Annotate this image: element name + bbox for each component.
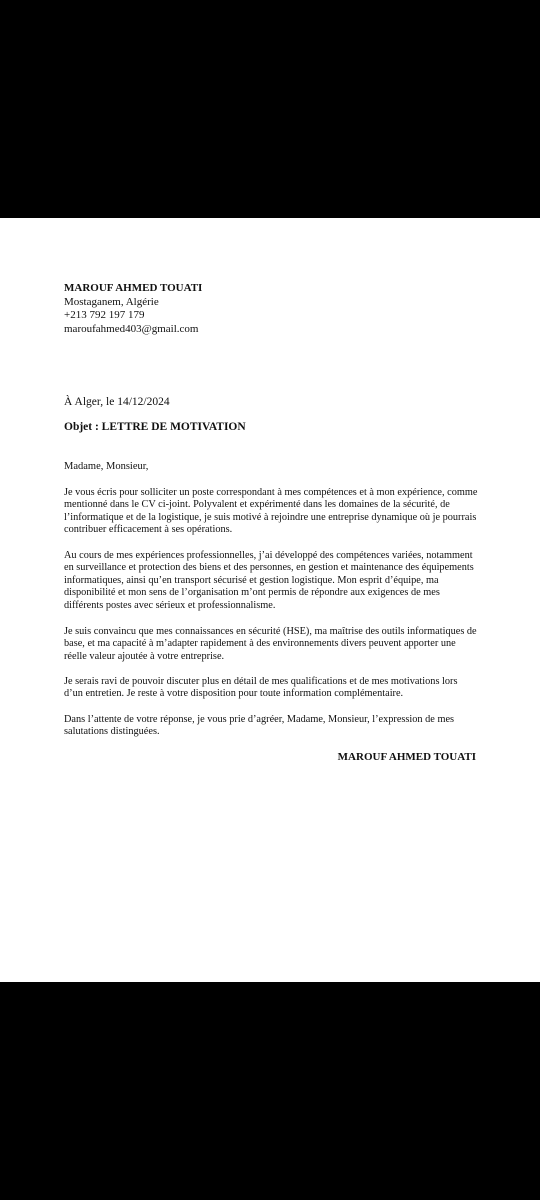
paragraph-experience: Au cours de mes expériences professionnelles, j’ai développé des compétences variées, notamment en surveillance et protection des biens et des personnes, en gestion et maintenance des équipements informatiques, ainsi qu’en transport sécurisé et gestion logistique. Mon esprit d’équipe, ma disponibilité et mon sens de l’organisation m’ont permis de répondre aux exigences de mes différents postes avec sérieux et professionnalisme. [64, 550, 474, 611]
sender-phone: +213 792 197 179 [64, 309, 145, 321]
sender-email: maroufahmed403@gmail.com [64, 322, 199, 335]
sender-name: MAROUF AHMED TOUATI [64, 282, 203, 294]
letter-subject: Objet : LETTRE DE MOTIVATION [64, 421, 246, 433]
paragraph-introduction: Je vous écris pour solliciter un poste correspondant à mes compétences et à mon expérience, comme mentionné dans le CV ci-joint. Polyvalent et expérimenté dans les domaines de la sécurité, de l’informatique et de la logistique, je suis motivé à rejoindre une entreprise dynamique où je pourrais contribuer efficacement à ses opérations. [64, 487, 478, 536]
paragraph-closing: Dans l’attente de votre réponse, je vous prie d’agréer, Madame, Monsieur, l’expression de mes salutations distinguées. [64, 714, 455, 738]
paragraph-interview: Je serais ravi de pouvoir discuter plus en détail de mes qualifications et de mes motivations lors d’un entretien. Je reste à votre disposition pour toute information complémentaire. [64, 676, 458, 700]
salutation: Madame, Monsieur, [64, 461, 149, 472]
signature: MAROUF AHMED TOUATI [337, 751, 476, 763]
sender-block [64, 282, 202, 336]
letter-page [0, 218, 540, 982]
paragraph-skills: Je suis convaincu que mes connaissances en sécurité (HSE), ma maîtrise des outils informatiques de base, et ma capacité à m’adapter rapidement à des environnements divers peuvent apporter une réelle valeur ajoutée à votre entreprise. [64, 626, 477, 662]
sender-location: Mostaganem, Algérie [64, 295, 159, 308]
date-line: À Alger, le 14/12/2024 [64, 396, 170, 408]
